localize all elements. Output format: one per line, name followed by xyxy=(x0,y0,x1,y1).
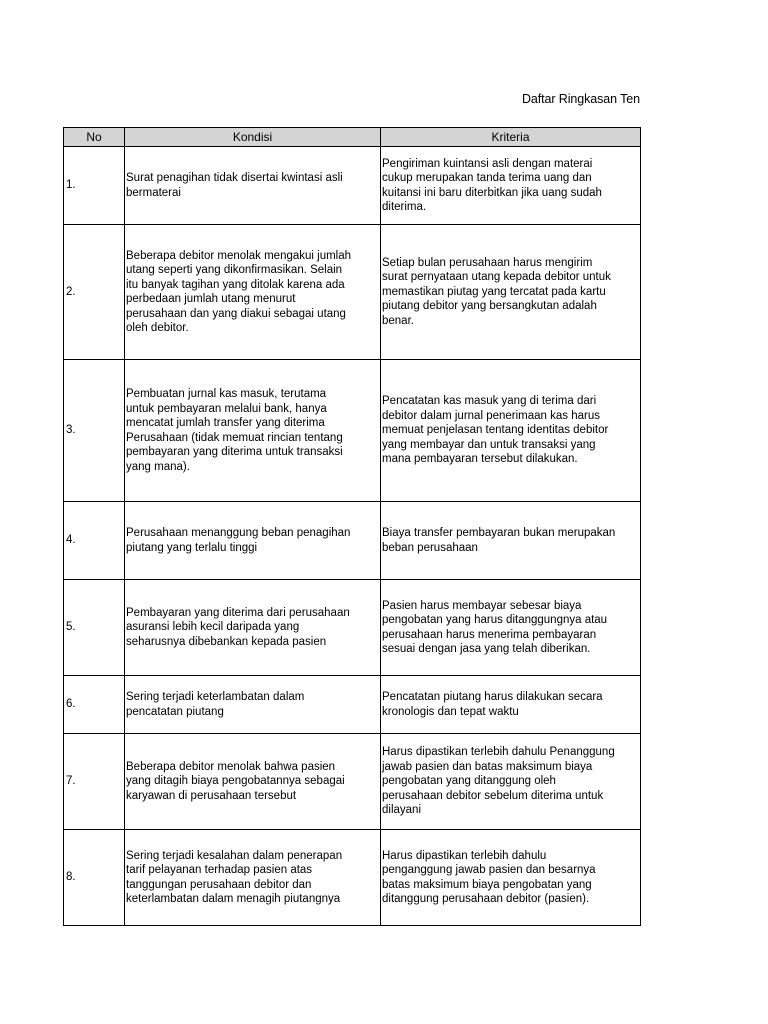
header-kondisi: Kondisi xyxy=(125,128,381,147)
kondisi-text: Sering terjadi kesalahan dalam penerapan tarif pelayanan terhadap pasien atas tanggungan perusahaan debitor dan keterlambatan dalam menagih piutangnya xyxy=(126,849,343,905)
kondisi-cell xyxy=(125,676,381,734)
kondisi-text: Pembayaran yang diterima dari perusahaan asuransi lebih kecil daripada yang seharusnya dibebankan kepada pasien xyxy=(126,606,350,648)
table-row xyxy=(64,502,641,580)
kondisi-text: Surat penagihan tidak disertai kwintasi asli bermaterai xyxy=(126,172,343,199)
kriteria-cell xyxy=(381,502,641,580)
kriteria-text: Pencatatan kas masuk yang di terima dari debitor dalam jurnal penerimaan kas harus memuat penjelasan tentang identitas debitor yang membayar dan untuk transaksi yang mana pembayaran tersebut dilakukan. xyxy=(382,395,609,466)
kriteria-text: Harus dipastikan terlebih dahulu penganggung jawab pasien dan besarnya batas maksimum biaya pengobatan yang ditanggung perusahaan debitor (pasien). xyxy=(382,849,596,905)
row-number: 4. xyxy=(64,502,125,580)
kondisi-cell xyxy=(125,734,381,830)
kriteria-cell xyxy=(381,147,641,225)
header-kriteria: Kriteria xyxy=(381,128,641,147)
kondisi-cell xyxy=(125,580,381,676)
kriteria-text: Harus dipastikan terlebih dahulu Penanggung jawab pasien dan batas maksimum biaya pengobatan yang ditanggung oleh perusahaan debitor sebelum diterima untuk dilayani xyxy=(382,746,615,817)
kriteria-cell xyxy=(381,225,641,360)
row-number: 3. xyxy=(64,360,125,502)
table-row xyxy=(64,580,641,676)
page-title: Daftar Ringkasan Ten xyxy=(522,92,640,106)
header-no: No xyxy=(64,128,125,147)
kriteria-text: Biaya transfer pembayaran bukan merupakan beban perusahaan xyxy=(382,527,616,554)
kriteria-cell xyxy=(381,580,641,676)
kondisi-text: Pembuatan jurnal kas masuk, terutama untuk pembayaran melalui bank, hanya mencatat jumlah transfer yang diterima Perusahaan (tidak memuat rincian tentang pembayaran yang diterima untuk transaksi yang mana). xyxy=(126,388,343,473)
table-row xyxy=(64,225,641,360)
row-number: 8. xyxy=(64,830,125,926)
kriteria-cell xyxy=(381,734,641,830)
table-header-row xyxy=(64,128,641,147)
summary-table xyxy=(63,127,641,926)
kondisi-cell xyxy=(125,147,381,225)
row-number: 7. xyxy=(64,734,125,830)
row-number: 6. xyxy=(64,676,125,734)
kondisi-text: Beberapa debitor menolak bahwa pasien yang ditagih biaya pengobatannya sebagai karyawan di perusahaan tersebut xyxy=(126,760,345,802)
kriteria-text: Pasien harus membayar sebesar biaya pengobatan yang harus ditanggungnya atau perusahaan harus menerima pembayaran sesuai dengan jasa yang telah diberikan. xyxy=(382,599,608,655)
kondisi-cell xyxy=(125,830,381,926)
kondisi-text: Perusahaan menanggung beban penagihan piutang yang terlalu tinggi xyxy=(126,527,351,554)
table-row xyxy=(64,676,641,734)
kriteria-cell xyxy=(381,830,641,926)
kondisi-cell xyxy=(125,360,381,502)
kondisi-text: Sering terjadi keterlambatan dalam pencatatan piutang xyxy=(126,691,305,718)
title-clip xyxy=(0,80,641,120)
kondisi-cell xyxy=(125,225,381,360)
kriteria-cell xyxy=(381,676,641,734)
kondisi-cell xyxy=(125,502,381,580)
table-row xyxy=(64,147,641,225)
row-number: 1. xyxy=(64,147,125,225)
kriteria-text: Setiap bulan perusahaan harus mengirim surat pernyataan utang kepada debitor untuk memastikan piutag yang tercatat pada kartu piutang debitor yang bersangkutan adalah benar. xyxy=(382,256,611,327)
table-row xyxy=(64,360,641,502)
table-row xyxy=(64,830,641,926)
kriteria-cell xyxy=(381,360,641,502)
table-row xyxy=(64,734,641,830)
kondisi-text: Beberapa debitor menolak mengakui jumlah utang seperti yang dikonfirmasikan. Selain itu banyak tagihan yang ditolak karena ada perbedaan jumlah utang menurut perusahaan dan yang diakui sebagai utang oleh debitor. xyxy=(126,249,352,334)
row-number: 5. xyxy=(64,580,125,676)
kriteria-text: Pengiriman kuintansi asli dengan materai cukup merupakan tanda terima uang dan kuitansi ini baru diterbitkan jika uang sudah diterima. xyxy=(382,157,602,213)
row-number: 2. xyxy=(64,225,125,360)
kriteria-text: Pencatatan piutang harus dilakukan secara kronologis dan tepat waktu xyxy=(382,691,603,718)
